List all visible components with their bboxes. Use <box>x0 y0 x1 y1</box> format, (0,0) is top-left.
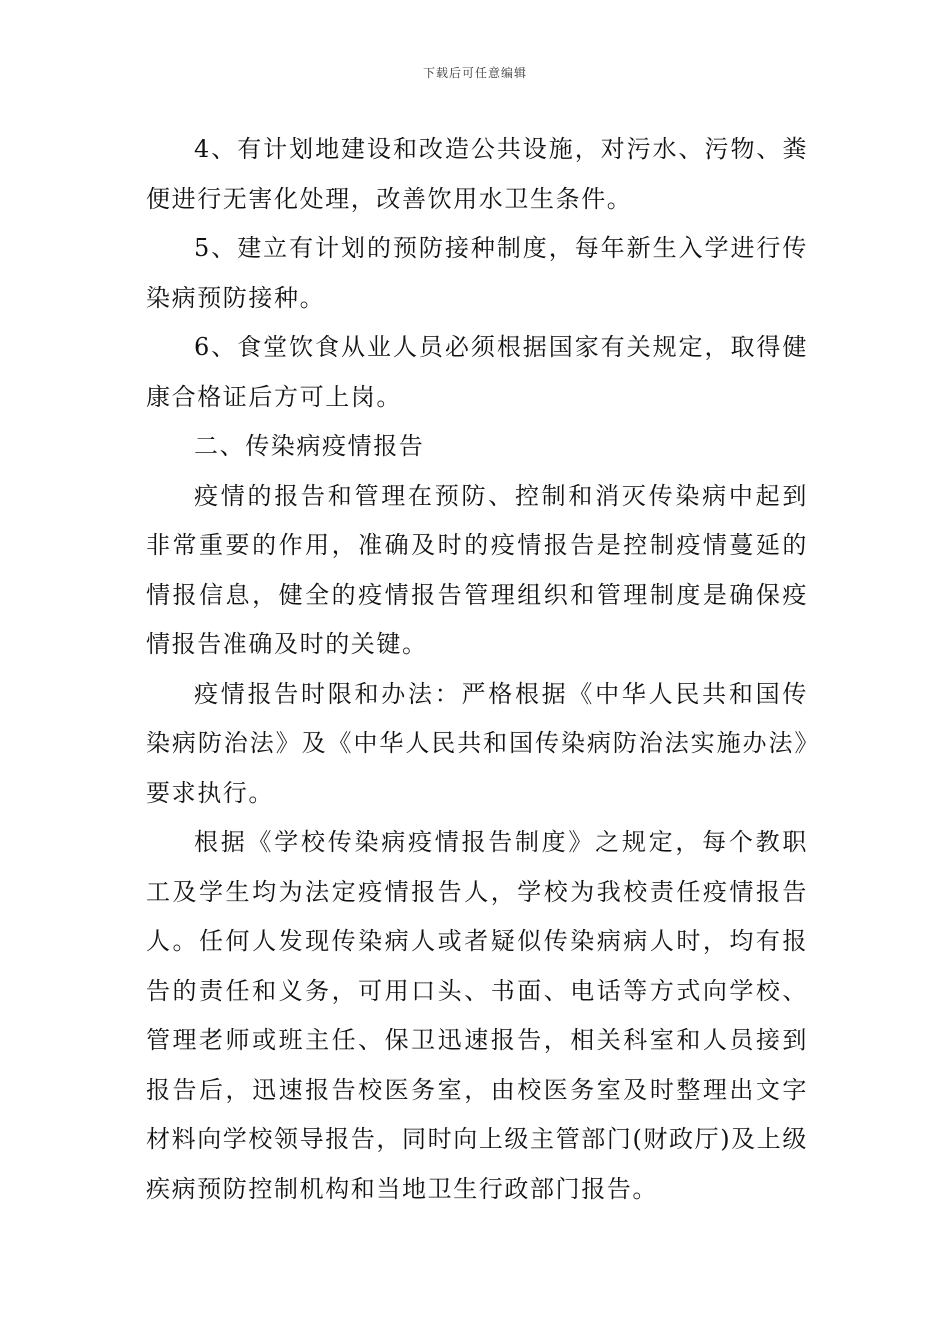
paragraph-time-limits: 疫情报告时限和办法：严格根据《中华人民共和国传染病防治法》及《中华人民共和国传染病防治法实施办法》要求执行。 <box>146 679 808 807</box>
page-header: 下载后可任意编辑 <box>422 66 527 80</box>
document-body <box>146 125 808 1214</box>
paragraph-item-6: 6、食堂饮食从业人员必须根据国家有关规定，取得健康合格证后方可上岗。 <box>146 333 808 411</box>
paragraph-item-4: 4、有计划地建设和改造公共设施，对污水、污物、粪便进行无害化处理，改善饮用水卫生条件。 <box>146 135 808 213</box>
paragraph-importance: 疫情的报告和管理在预防、控制和消灭传染病中起到非常重要的作用，准确及时的疫情报告是控制疫情蔓延的情报信息，健全的疫情报告管理组织和管理制度是确保疫情报告准确及时的关键。 <box>146 481 808 658</box>
paragraph-reporting-rules: 根据《学校传染病疫情报告制度》之规定，每个教职工及学生均为法定疫情报告人，学校为我校责任疫情报告人。任何人发现传染病人或者疑似传染病病人时，均有报告的责任和义务，可用口头、书面、电话等方式向学校、管理老师或班主任、保卫迅速报告，相关科室和人员接到报告后，迅速报告校医务室，由校医务室及时整理出文字材料向学校领导报告，同时向上级主管部门(财政厅)及上级疾病预防控制机构和当地卫生行政部门报告。 <box>146 828 808 1203</box>
paragraph-item-5: 5、建立有计划的预防接种制度，每年新生入学进行传染病预防接种。 <box>146 234 808 312</box>
section-heading: 二、传染病疫情报告 <box>194 432 425 460</box>
